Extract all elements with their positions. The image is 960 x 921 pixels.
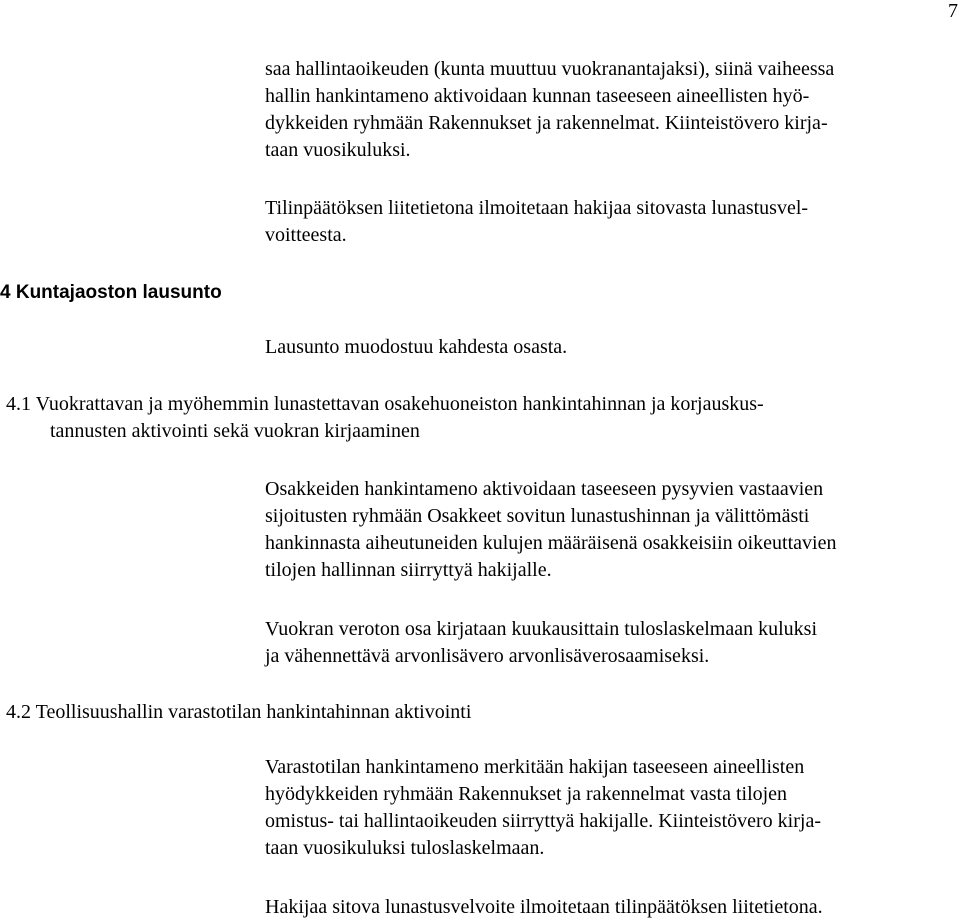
section-4-2-paragraph-1 <box>265 754 821 862</box>
section-4-2-paragraph-2: Hakijaa sitova lunastusvelvoite ilmoitetaan tilinpäätöksen liitetietona. <box>265 896 823 918</box>
text-line: saa hallintaoikeuden (kunta muuttuu vuokranantajaksi), siinä vaiheessa <box>265 58 835 80</box>
section-4-intro: Lausunto muodostuu kahdesta osasta. <box>265 336 568 358</box>
text-line: Varastotilan hankintameno merkitään hakijan taseeseen aineellisten <box>265 756 805 778</box>
heading-line: 4.1 Vuokrattavan ja myöhemmin lunastettavan osakehuoneiston hankintahinnan ja korjauskus- <box>6 393 764 415</box>
heading-line: tannusten aktivointi sekä vuokran kirjaaminen <box>50 420 420 442</box>
text-line: taan vuosikuluksi. <box>265 139 411 161</box>
text-line: Vuokran veroton osa kirjataan kuukausittain tuloslaskelmaan kuluksi <box>265 618 818 640</box>
text-line: tilojen hallinnan siirryttyä hakijalle. <box>265 559 552 581</box>
text-line: voitteesta. <box>265 224 347 246</box>
text-line: taan vuosikuluksi tuloslaskelmaan. <box>265 837 545 859</box>
section-4-heading: 4 Kuntajaoston lausunto <box>0 282 222 303</box>
text-line: Tilinpäätöksen liitetietona ilmoitetaan hakijaa sitovasta lunastusvel- <box>265 197 809 219</box>
text-line: hankinnasta aiheutuneiden kulujen määräisenä osakkeisiin oikeuttavien <box>265 532 837 554</box>
text-line: hyödykkeiden ryhmään Rakennukset ja rakennelmat vasta tilojen <box>265 783 788 805</box>
text-line: dykkeiden ryhmään Rakennukset ja rakennelmat. Kiinteistövero kirja- <box>265 112 828 134</box>
intro-paragraph-2 <box>265 195 808 249</box>
page-number: 7 <box>948 0 958 22</box>
section-4-1-paragraph-1 <box>265 476 836 584</box>
text-line: sijoitusten ryhmään Osakkeet sovitun lunastushinnan ja välittömästi <box>265 505 810 527</box>
text-line: ja vähennettävä arvonlisävero arvonlisäverosaamiseksi. <box>265 645 710 667</box>
section-4-1-paragraph-2 <box>265 616 817 670</box>
section-4-2-heading: 4.2 Teollisuushallin varastotilan hankintahinnan aktivointi <box>6 701 472 723</box>
text-line: omistus- tai hallintaoikeuden siirryttyä hakijalle. Kiinteistövero kirja- <box>265 810 821 832</box>
intro-paragraph-1 <box>265 56 834 164</box>
text-line: hallin hankintameno aktivoidaan kunnan taseeseen aineellisten hyö- <box>265 85 810 107</box>
text-line: Osakkeiden hankintameno aktivoidaan taseeseen pysyvien vastaavien <box>265 478 824 500</box>
section-4-1-heading <box>6 391 764 445</box>
